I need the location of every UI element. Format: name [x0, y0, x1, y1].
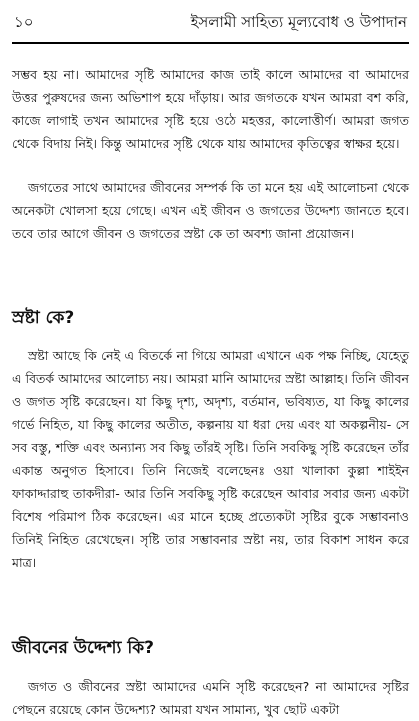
body-paragraph-1: সম্ভব হয় না। আমাদের সৃষ্টি আমাদের কাজ তাই কালে আমাদের বা আমাদের উত্তর পুরুষদের জন্য অভিশাপ হয়ে দাঁড়ায়। আর জগতকে যখন আমরা বশ করি, কাজে লাগাই তখন আমাদের সৃষ্টি হয়ে ওঠে মহত্তর, কালোত্তীর্ণ। আমরা জগত থেকে বিদায় নিই। কিন্তু আমাদের সৃষ্টি থেকে যায় আমাদের কৃতিত্বের স্বাক্ষর হয়ে। — [12, 66, 409, 151]
body-paragraph-3: স্রষ্টা আছে কি নেই এ বিতর্কে না গিয়ে আমরা এখানে এক পক্ষ নিচ্ছি, যেহেতু এ বিতর্ক আমাদের আলোচ্য নয়। আমরা মানি আমাদের স্রষ্টা আল্লাহ। তিনি জীবন ও জগত সৃষ্টি করেছেন। যা কিছু দৃশ্য, অদৃশ্য, বর্তমান, ভবিষ্যত, যা কিছু কালের গর্ভে নিহিত, যা কিছু কালের অতীত, কল্পনায় যা ধরা দেয় এবং যা অকল্পনীয়- সে সব বস্তু, শক্তি এবং অন্যান্য সব কিছু তাঁরই সৃষ্টি। তিনি সবকিছু সৃষ্টি করেছেন তাঁর একান্ত অনুগত হিসাবে। তিনি নিজেই বলেছেনঃ ওয়া খালাকা কুল্লা শাইইন ফাকাদ্দারাহু তাকদীরা- আর তিনি সবকিছু সৃষ্টি করেছেন আবার সবার জন্য একটা বিশেষ পরিমাপ ঠিক করেছেন। এর মানে হচ্ছে প্রত্যেকটা সৃষ্টির বুকে সম্ভাবনাও তিনিই নিহিত রেখেছেন। সৃষ্টি তার সম্ভাবনার স্রষ্টা নয়, তার বিকাশ সাধন করে মাত্র। — [12, 347, 409, 570]
section-heading-creator: স্রষ্টা কে? — [12, 308, 75, 328]
page-number: ১০ — [14, 13, 34, 31]
page-header — [14, 12, 407, 32]
body-paragraph-4: জগত ও জীবনের স্রষ্টা আমাদের এমনি সৃষ্টি করেছেন? না আমাদের সৃষ্টির পেছনে রয়েছে কোন উদ্দেশ্য? আমরা যখন সামান্য, খুব ছোট একটা — [12, 678, 409, 717]
body-paragraph-2: জগতের সাথে আমাদের জীবনের সম্পর্ক কি তা মনে হয় এই আলোচনা থেকে অনেকটা খোলসা হয়ে গেছে। এখন এই জীবন ও জগতের উদ্দেশ্য জানতে হবে। তবে তার আগে জীবন ও জগতের স্রষ্টা কে তা অবশ্য জানা প্রয়োজন। — [12, 179, 409, 241]
running-title: ইসলামী সাহিত্য মূল্যবোধ ও উপাদান — [190, 13, 407, 31]
header-divider — [12, 42, 409, 44]
section-heading-purpose-of-life: জীবনের উদ্দেশ্য কি? — [12, 638, 154, 658]
